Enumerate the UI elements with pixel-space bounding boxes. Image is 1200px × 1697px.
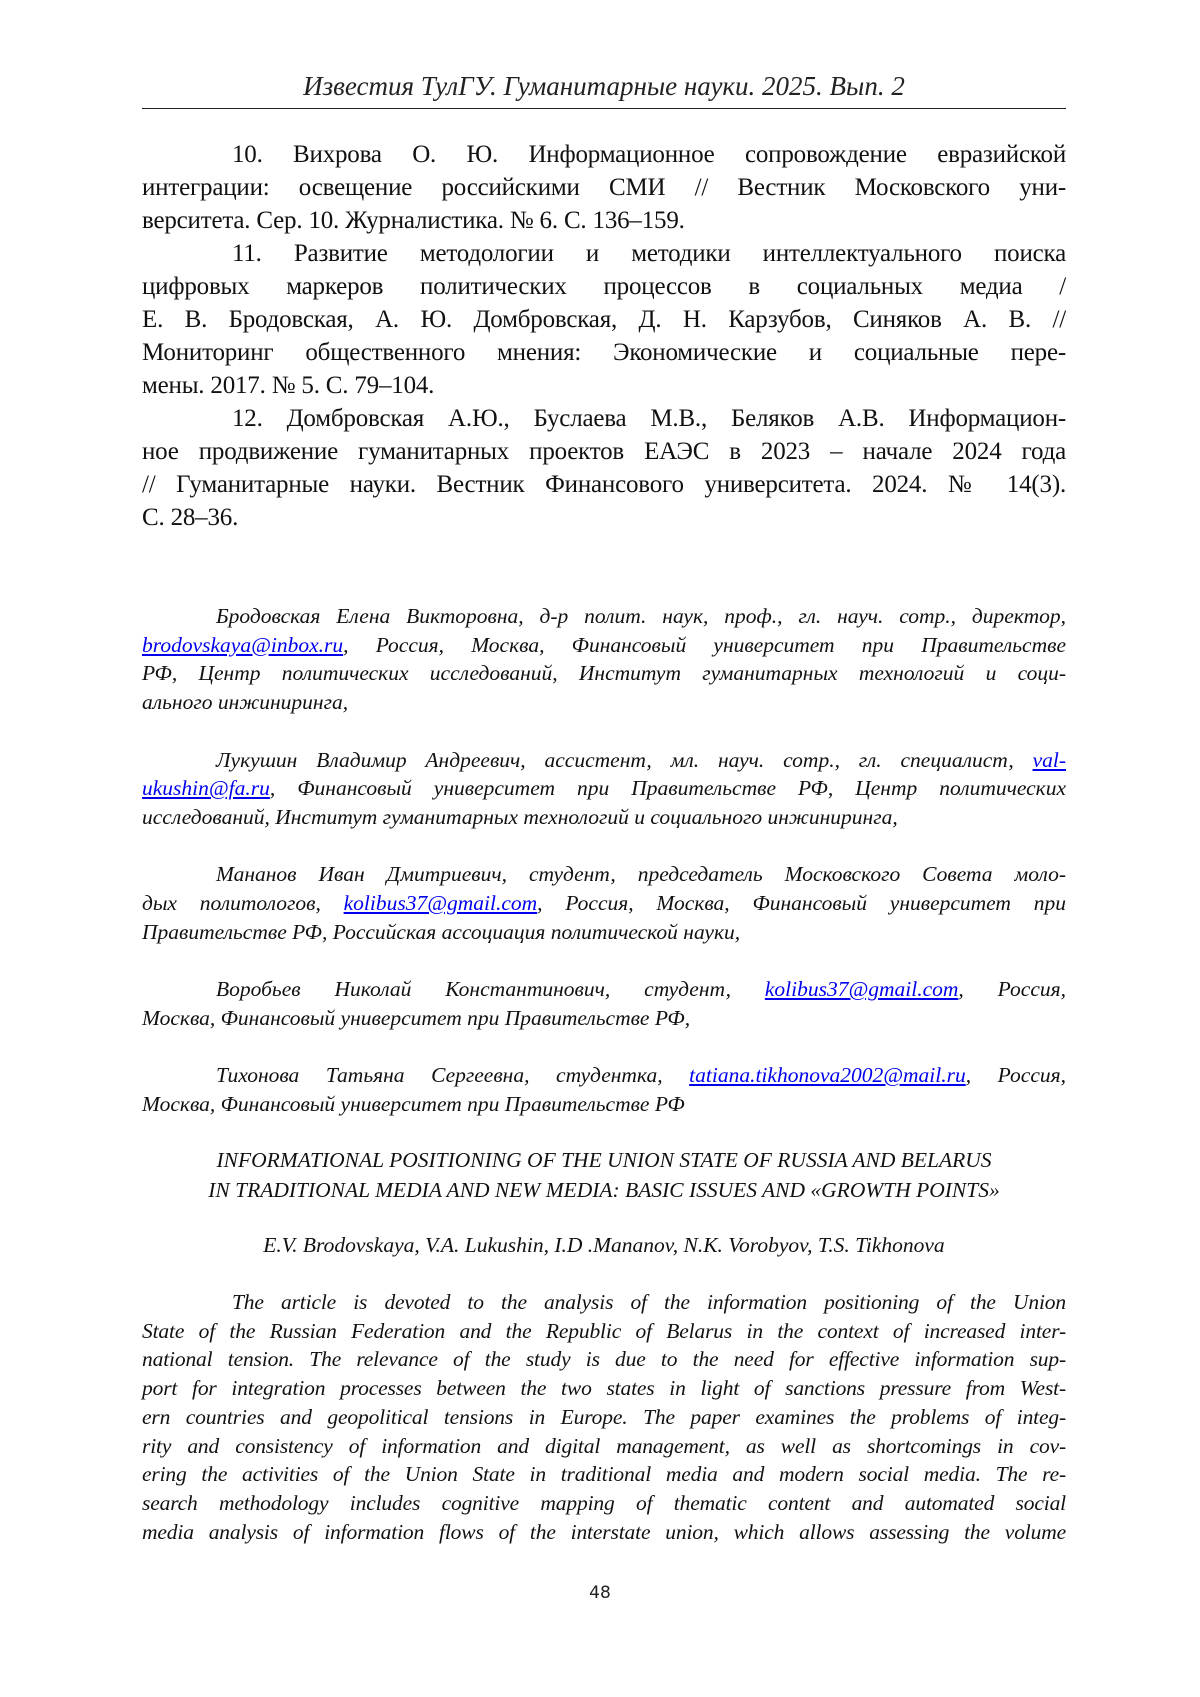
author-text: Лукушин Владимир Андреевич, ассистент, мл. науч. сотр., гл. специалист, (216, 747, 1033, 772)
email-link[interactable]: val- (1032, 747, 1066, 772)
email-link[interactable]: tatiana.tikhonova2002@mail.ru (689, 1063, 966, 1088)
abstract-line: national tension. The relevance of the study is due to the need for effective information sup- (142, 1347, 1066, 1372)
author-text: , Россия, (965, 1063, 1066, 1088)
abstract-line: port for integration processes between the two states in light of sanctions pressure from West- (142, 1376, 1066, 1401)
author-text: Воробьев Николай Константинович, студент, (216, 977, 765, 1002)
author-text: дых политологов, (142, 891, 344, 915)
author-text: Тихонова Татьяна Сергеевна, студентка, (216, 1063, 690, 1088)
email-link[interactable]: ukushin@fa.ru (142, 776, 270, 801)
author-entry (142, 1061, 1066, 1118)
reference-item (142, 138, 1066, 237)
author-text: Москва, Финансовый университет при Правительстве РФ (142, 1091, 685, 1116)
reference-line: 10. Вихрова О. Ю. Информационное сопровождение евразийской (232, 141, 1066, 168)
author-line (142, 688, 1066, 717)
author-line (142, 631, 1066, 660)
email-link[interactable]: kolibus37@gmail.com (343, 891, 538, 915)
author-line (142, 1061, 1066, 1090)
reference-line: интеграции: освещение российскими СМИ // Вестник Московского уни- (142, 174, 1066, 201)
abstract (142, 1288, 1066, 1546)
author-line (142, 774, 1066, 803)
english-title-line: INFORMATIONAL POSITIONING OF THE UNION STATE OF RUSSIA AND BELARUS (216, 1148, 992, 1172)
author-text: , Россия, Москва, Финансовый университет при (537, 891, 1066, 915)
english-authors: E.V. Brodovskaya, V.A. Lukushin, I.D .Mananov, N.K. Vorobyov, T.S. Tikhonova (263, 1233, 945, 1257)
author-entry (142, 860, 1066, 946)
reference-line: Е. В. Бродовская, А. Ю. Домбровская, Д. Н. Карзубов, Синяков А. В. // (142, 306, 1066, 333)
reference-line: мены. 2017. № 5. С. 79–104. (142, 372, 435, 399)
abstract-line: rity and consistency of information and digital management, as well as shortcomings in cov- (142, 1433, 1066, 1458)
author-line (142, 1004, 1066, 1033)
author-line (142, 889, 1066, 918)
email-link[interactable]: kolibus37@gmail.com (764, 977, 959, 1002)
abstract-line: The article is devoted to the analysis of the information positioning of the Union (232, 1290, 1066, 1314)
reference-line: верситета. Сер. 10. Журналистика. № 6. С. 136–159. (142, 207, 685, 234)
author-text: , Россия, Москва, Финансовый университет при Правительстве (343, 632, 1066, 657)
author-text: , Финансовый университет при Правительстве РФ, Центр политических (269, 776, 1066, 801)
abstract-line: media analysis of information flows of the interstate union, which allows assessing the volume (142, 1519, 1066, 1544)
reference-line: // Гуманитарные науки. Вестник Финансового университета. 2024. № 14(3). (142, 471, 1066, 498)
author-info (142, 602, 1066, 1147)
reference-line: ное продвижение гуманитарных проектов ЕАЭС в 2023 – начале 2024 года (142, 438, 1066, 465)
abstract-line: search methodology includes cognitive mapping of thematic content and automated social (142, 1490, 1066, 1515)
author-line (142, 659, 1066, 688)
author-entry (142, 746, 1066, 832)
english-title-line: IN TRADITIONAL MEDIA AND NEW MEDIA: BASIC ISSUES AND «GROWTH POINTS» (208, 1178, 1000, 1202)
author-line (142, 1090, 1066, 1119)
author-text: ального инжиниринга, (142, 690, 349, 715)
reference-item (142, 402, 1066, 534)
reference-line: 11. Развитие методологии и методики интеллектуального поиска (232, 240, 1066, 267)
author-text: Бродовская Елена Викторовна, д-р полит. наук, проф., гл. науч. сотр., директор, (216, 604, 1066, 628)
header-rule (142, 108, 1066, 109)
author-line (142, 602, 1066, 631)
author-text: Правительстве РФ, Российская ассоциация политической науки, (142, 919, 741, 944)
author-text: , Россия, (958, 977, 1066, 1002)
page-number: 48 (589, 1583, 611, 1603)
author-line (142, 860, 1066, 889)
author-line (142, 975, 1066, 1004)
english-title (142, 1145, 1066, 1205)
author-text: Москва, Финансовый университет при Правительстве РФ, (142, 1005, 691, 1030)
reference-line: 12. Домбровская А.Ю., Буслаева М.В., Беляков А.В. Информацион- (232, 405, 1066, 432)
running-head: Известия ТулГУ. Гуманитарные науки. 2025. Вып. 2 (303, 71, 905, 101)
reference-item (142, 237, 1066, 402)
reference-line: цифровых маркеров политических процессов в социальных медиа / (142, 273, 1066, 300)
author-line (142, 746, 1066, 775)
email-link[interactable]: brodovskaya@inbox.ru (142, 632, 344, 657)
reference-list (142, 138, 1066, 534)
reference-line: Мониторинг общественного мнения: Экономические и социальные пере- (142, 339, 1066, 366)
reference-line: С. 28–36. (142, 504, 239, 531)
author-text: РФ, Центр политических исследований, Институт гуманитарных технологий и соци- (142, 661, 1066, 686)
author-text: исследований, Институт гуманитарных технологий и социального инжиниринга, (142, 804, 898, 829)
abstract-line: State of the Russian Federation and the Republic of Belarus in the context of increased inter- (142, 1318, 1066, 1343)
abstract-line: ern countries and geopolitical tensions in Europe. The paper examines the problems of integ- (142, 1404, 1066, 1429)
abstract-line: ering the activities of the Union State in traditional media and modern social media. The re- (142, 1462, 1066, 1487)
author-line (142, 803, 1066, 832)
author-entry (142, 975, 1066, 1032)
author-text: Мананов Иван Дмитриевич, студент, председатель Московского Совета моло- (216, 862, 1066, 887)
author-entry (142, 602, 1066, 717)
author-line (142, 918, 1066, 947)
